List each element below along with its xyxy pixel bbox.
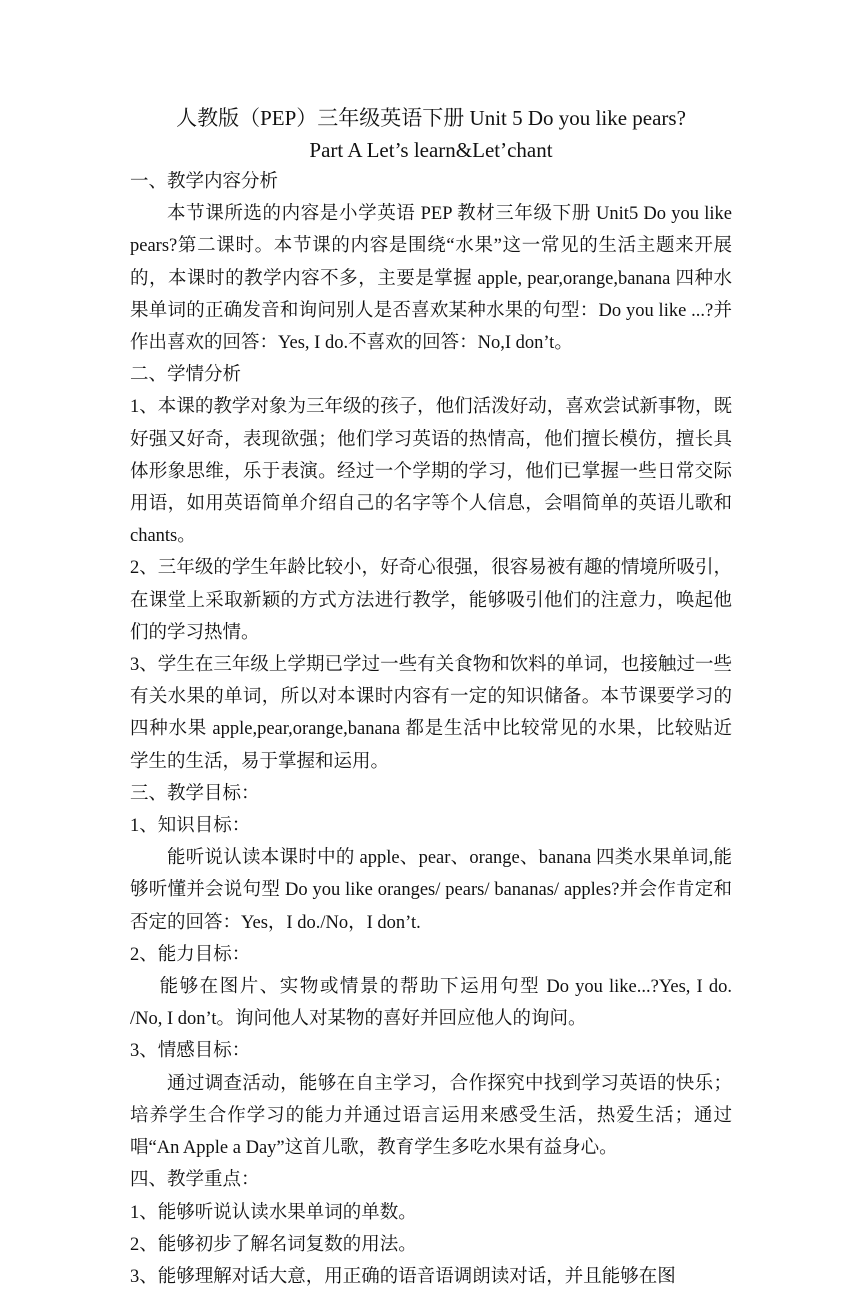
subheading-emotion-goal: 3、情感目标： (130, 1041, 251, 1062)
list-item-key-point-3: 3、能够理解对话大意，用正确的语音语调朗读对话，并且能够在图 (130, 1266, 676, 1287)
section-heading-student-analysis: 二、学情分析 (130, 365, 242, 386)
document-title-line1: 人教版（PEP）三年级英语下册 Unit 5 Do you like pears? (176, 106, 686, 130)
paragraph-student-analysis-1: 1、本课的教学对象为三年级的孩子，他们活泼好动，喜欢尝试新事物，既好强又好奇，表现欲强；他们学习英语的热情高，他们擅长模仿，擅长具体形象思维，乐于表演。经过一个学期的学习，他们已掌握一些日常交际用语，如用英语简单介绍自己的名字等个人信息，会唱简单的英语儿歌和 chants。 (130, 397, 732, 547)
list-item-key-point-1: 1、能够听说认读水果单词的单数。 (130, 1202, 417, 1223)
paragraph-emotion-goal: 通过调查活动，能够在自主学习，合作探究中找到学习英语的快乐；培养学生合作学习的能力并通过语言运用来感受生活，热爱生活；通过唱“An Apple a Day”这首儿歌，教育学生多吃水果有益身心。 (130, 1073, 732, 1159)
subheading-ability-goal: 2、能力目标： (130, 944, 251, 965)
section-heading-content-analysis: 一、教学内容分析 (130, 172, 279, 192)
paragraph-knowledge-goal: 能听说认读本课时中的 apple、pear、orange、banana 四类水果单词,能够听懂并会说句型 Do you like oranges/ pears/ bananas/ apples?并会作肯定和否定的回答：Yes，I do./No，I don’t. (130, 848, 732, 933)
paragraph-content-analysis: 本节课所选的内容是小学英语 PEP 教材三年级下册 Unit5 Do you like pears?第二课时。本节课的内容是围绕“水果”这一常见的生活主题来开展的，本课时的教学内容不多，主要是掌握 apple, pear,orange,banana 四种水果单词的正确发音和询问别人是否喜欢某种水果的句型：Do you like ...?并作出喜欢的回答：Yes, I do.不喜欢的回答：No,I don’t。 (130, 204, 732, 354)
section-heading-key-points: 四、教学重点： (130, 1170, 260, 1191)
document-page (130, 102, 732, 1293)
list-item-key-point-2: 2、能够初步了解名词复数的用法。 (130, 1234, 417, 1255)
paragraph-student-analysis-3: 3、学生在三年级上学期已学过一些有关食物和饮料的单词，也接触过一些有关水果的单词，所以对本课时内容有一定的知识储备。本节课要学习的四种水果 apple,pear,orange,banana 都是生活中比较常见的水果，比较贴近学生的生活，易于掌握和运用。 (130, 655, 732, 772)
section-heading-teaching-goals: 三、教学目标： (130, 783, 260, 804)
document-title-line2: Part A Let’s learn&Let’chant (309, 138, 553, 162)
paragraph-student-analysis-2: 2、三年级的学生年龄比较小，好奇心很强，很容易被有趣的情境所吸引，在课堂上采取新颖的方式方法进行教学，能够吸引他们的注意力，唤起他们的学习热情。 (130, 558, 732, 643)
subheading-knowledge-goal: 1、知识目标： (130, 816, 251, 837)
paragraph-ability-goal: 能够在图片、实物或情景的帮助下运用句型 Do you like...?Yes, I do. /No, I don’t。询问他人对某物的喜好并回应他人的询问。 (130, 977, 732, 1030)
